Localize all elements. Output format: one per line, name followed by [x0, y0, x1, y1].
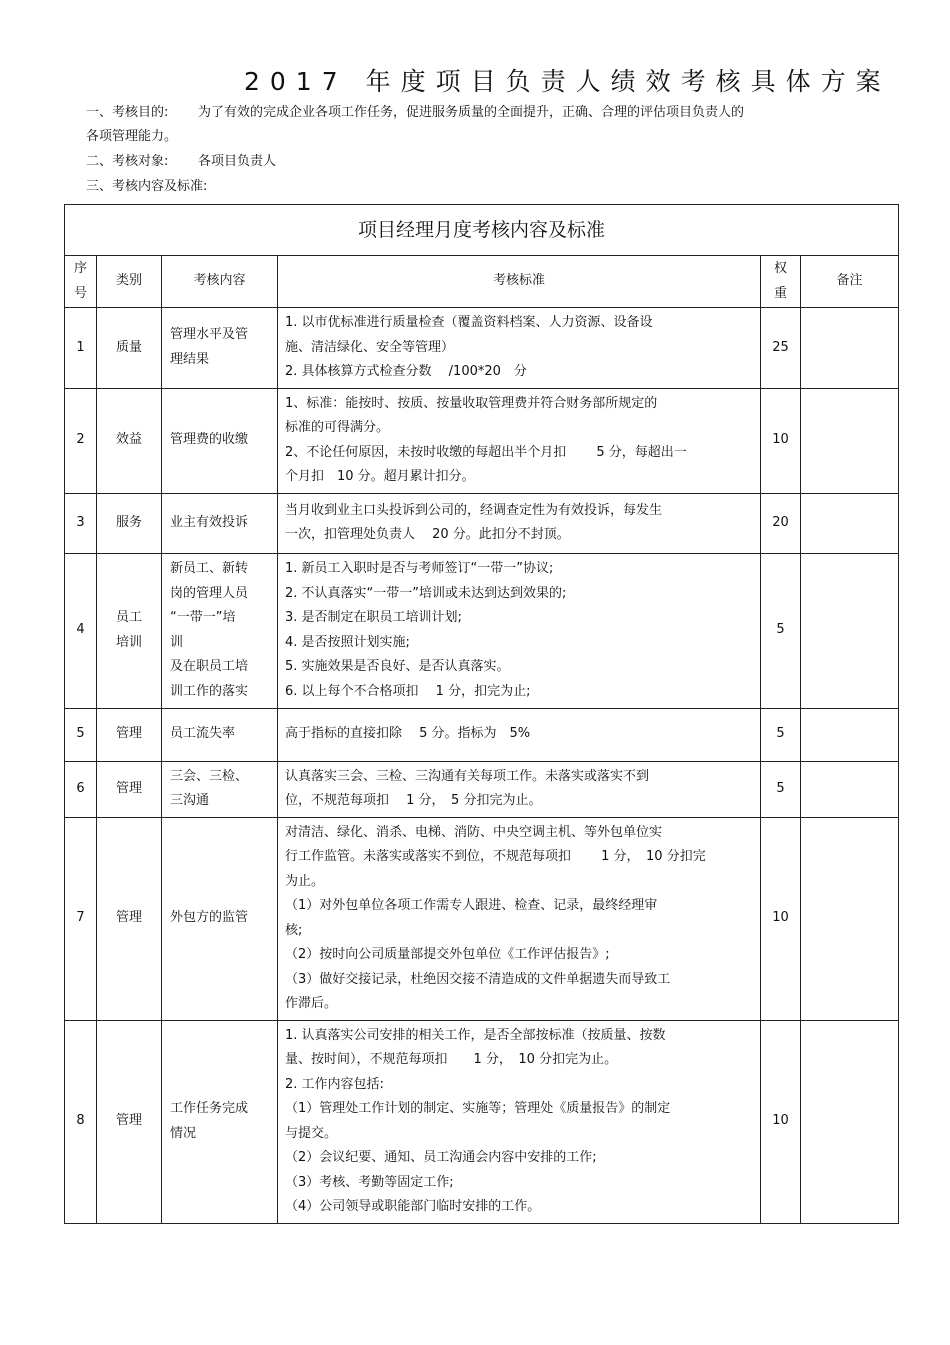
header-weight-line: 重 — [773, 285, 787, 301]
content-line: 及在职员工培 — [170, 659, 249, 674]
standard-line: （3）考核、考勤等固定工作; — [285, 1174, 454, 1190]
standard-line: （2）会议纪要、通知、员工沟通会内容中安排的工作; — [285, 1150, 597, 1165]
category-line: 管理 — [115, 910, 142, 926]
row-remark — [801, 708, 899, 761]
row-standard — [278, 493, 761, 553]
header-remark: 备注 — [801, 256, 899, 308]
standard-line: 一次，扣管理处负责人 20 分。此扣分不封顶。 — [285, 527, 570, 542]
row-content — [162, 817, 278, 1020]
standard-line: 当月收到业主口头投诉到公司的，经调查定性为有效投诉，每发生 — [285, 502, 663, 518]
purpose-line — [86, 102, 744, 124]
header-no-line: 序 — [73, 261, 87, 276]
standard-line: 施、清洁绿化、安全等管理） — [285, 339, 455, 355]
row-weight: 5 — [761, 708, 801, 761]
target-text: 各项目负责人 — [198, 154, 277, 169]
standard-line: 认真落实三会、三检、三沟通有关每项工作。未落实或落实不到 — [285, 768, 650, 784]
content-line: 外包方的监管 — [170, 910, 249, 926]
target-line — [86, 151, 276, 173]
row-number: 4 — [65, 553, 97, 708]
row-weight: 10 — [761, 1020, 801, 1223]
content-line: 岗的管理人员 — [170, 585, 249, 601]
assessment-table — [64, 204, 899, 1224]
standard-line: 6. 以上每个不合格项扣 1 分，扣完为止; — [285, 683, 531, 699]
standard-line: 2. 不认真落实“一带一”培训或未达到达到效果的; — [285, 585, 567, 601]
header-content: 考核内容 — [162, 256, 278, 308]
target-label: 二、考核对象: — [86, 154, 169, 169]
standard-line: 1. 新员工入职时是否与考师签订“一带一”协议; — [285, 561, 554, 576]
table-row — [65, 388, 899, 493]
category-line: 质量 — [115, 339, 142, 355]
category-line: 管理 — [115, 1113, 142, 1129]
table-caption: 项目经理月度考核内容及标准 — [65, 205, 899, 256]
content-line: 情况 — [170, 1125, 197, 1141]
standard-line: 与提交。 — [285, 1125, 338, 1141]
content-line: 新员工、新转 — [170, 561, 249, 576]
row-weight: 5 — [761, 553, 801, 708]
table-row — [65, 308, 899, 389]
row-category — [97, 493, 162, 553]
row-category — [97, 1020, 162, 1223]
table-row — [65, 761, 899, 817]
row-content — [162, 1020, 278, 1223]
header-no-line: 号 — [73, 285, 87, 301]
content-line: 理结果 — [170, 351, 210, 367]
row-standard — [278, 708, 761, 761]
row-standard — [278, 1020, 761, 1223]
content-line: 三沟通 — [170, 793, 210, 808]
row-remark — [801, 388, 899, 493]
standard-line: （1）管理处工作计划的制定、实施等；管理处《质量报告》的制定 — [285, 1101, 671, 1116]
table-row — [65, 553, 899, 708]
document-title: 2017 年度项目负责人绩效考核具体方案 — [244, 67, 891, 96]
row-category — [97, 308, 162, 389]
standard-line: 1. 以市优标准进行质量检查（覆盖资料档案、人力资源、设备设 — [285, 315, 653, 330]
standard-line: 3. 是否制定在职员工培训计划; — [285, 610, 462, 625]
standard-line: 对清洁、绿化、消杀、电梯、消防、中央空调主机、等外包单位实 — [285, 824, 663, 840]
row-category — [97, 388, 162, 493]
row-remark — [801, 1020, 899, 1223]
standard-line: 作滞后。 — [285, 996, 338, 1011]
row-content — [162, 553, 278, 708]
purpose-continuation: 各项管理能力。 — [86, 129, 178, 144]
standard-line: 5. 实施效果是否良好、是否认真落实。 — [285, 659, 510, 674]
standard-line: 量、按时间），不规范每项扣 1 分， 10 分扣完为止。 — [285, 1052, 618, 1067]
purpose-text: 为了有效的完成企业各项工作任务，促进服务质量的全面提升，正确、合理的评估项目负责人的 — [198, 105, 745, 120]
row-remark — [801, 493, 899, 553]
standard-line: 标准的可得满分。 — [285, 420, 390, 435]
purpose-label: 一、考核目的: — [86, 105, 169, 120]
table-row — [65, 493, 899, 553]
row-number: 1 — [65, 308, 97, 389]
content-line: 管理水平及管 — [170, 327, 249, 343]
category-line: 管理 — [115, 726, 142, 742]
row-number: 7 — [65, 817, 97, 1020]
row-content — [162, 761, 278, 817]
standard-line: 个月扣 10 分。超月累计扣分。 — [285, 469, 475, 484]
row-remark — [801, 308, 899, 389]
row-content — [162, 388, 278, 493]
standard-line: 高于指标的直接扣除 5 分。指标为 5% — [285, 726, 531, 742]
row-standard — [278, 761, 761, 817]
row-category — [97, 817, 162, 1020]
row-number: 5 — [65, 708, 97, 761]
row-standard — [278, 388, 761, 493]
standard-line: （4）公司领导或职能部门临时安排的工作。 — [285, 1199, 541, 1214]
row-category — [97, 553, 162, 708]
row-weight: 5 — [761, 761, 801, 817]
header-category: 类别 — [97, 256, 162, 308]
standard-line: 核; — [285, 922, 303, 938]
table-row — [65, 817, 899, 1020]
standard-line: （3）做好交接记录，杜绝因交接不清造成的文件单据遗失而导致工 — [285, 971, 671, 987]
standard-line: 位，不规范每项扣 1 分， 5 分扣完为止。 — [285, 793, 542, 808]
row-weight: 10 — [761, 388, 801, 493]
header-no — [65, 256, 97, 308]
row-content — [162, 493, 278, 553]
row-weight: 20 — [761, 493, 801, 553]
row-standard — [278, 308, 761, 389]
standard-line: 2. 工作内容包括: — [285, 1076, 384, 1092]
header-standard: 考核标准 — [278, 256, 761, 308]
content-line: 员工流失率 — [170, 726, 236, 742]
category-line: 培训 — [115, 634, 142, 650]
row-standard — [278, 817, 761, 1020]
row-remark — [801, 553, 899, 708]
standard-line: 2. 具体核算方式检查分数 /100*20 分 — [285, 364, 527, 379]
category-line: 服务 — [115, 514, 142, 530]
row-number: 3 — [65, 493, 97, 553]
row-category — [97, 761, 162, 817]
row-remark — [801, 817, 899, 1020]
row-category — [97, 708, 162, 761]
standard-line: 为止。 — [285, 873, 325, 889]
row-weight: 25 — [761, 308, 801, 389]
content-line: 工作任务完成 — [170, 1101, 249, 1116]
standard-line: 4. 是否按照计划实施; — [285, 634, 410, 650]
content-line: 业主有效投诉 — [170, 514, 249, 530]
row-weight: 10 — [761, 817, 801, 1020]
standard-line: 1. 认真落实公司安排的相关工作，是否全部按标准（按质量、按数 — [285, 1027, 666, 1043]
content-line: 管理费的收缴 — [170, 432, 249, 448]
row-standard — [278, 553, 761, 708]
row-number: 2 — [65, 388, 97, 493]
row-number: 8 — [65, 1020, 97, 1223]
category-line: 效益 — [115, 432, 142, 448]
table-row — [65, 1020, 899, 1223]
row-content — [162, 708, 278, 761]
content-line: “一带一”培 — [170, 610, 236, 625]
category-line: 员工 — [115, 610, 142, 625]
table-row — [65, 708, 899, 761]
standard-line: 2、不论任何原因，未按时收缴的每超出半个月扣 5 分，每超出一 — [285, 444, 687, 460]
standard-line: （1）对外包单位各项工作需专人跟进、检查、记录，最终经理审 — [285, 898, 658, 913]
header-weight-line: 权 — [773, 261, 787, 276]
row-content — [162, 308, 278, 389]
content-line: 训 — [170, 634, 184, 650]
row-remark — [801, 761, 899, 817]
standard-line: （2）按时向公司质量部提交外包单位《工作评估报告》; — [285, 947, 610, 962]
standard-line: 行工作监管。未落实或落实不到位，不规范每项扣 1 分， 10 分扣完 — [285, 849, 706, 864]
header-weight — [761, 256, 801, 308]
content-line: 训工作的落实 — [170, 683, 249, 699]
row-number: 6 — [65, 761, 97, 817]
category-line: 管理 — [115, 780, 142, 796]
content-line: 三会、三检、 — [170, 768, 249, 784]
content-label: 三、考核内容及标准: — [86, 179, 208, 194]
standard-line: 1、标准：能按时、按质、按量收取管理费并符合财务部所规定的 — [285, 395, 658, 411]
